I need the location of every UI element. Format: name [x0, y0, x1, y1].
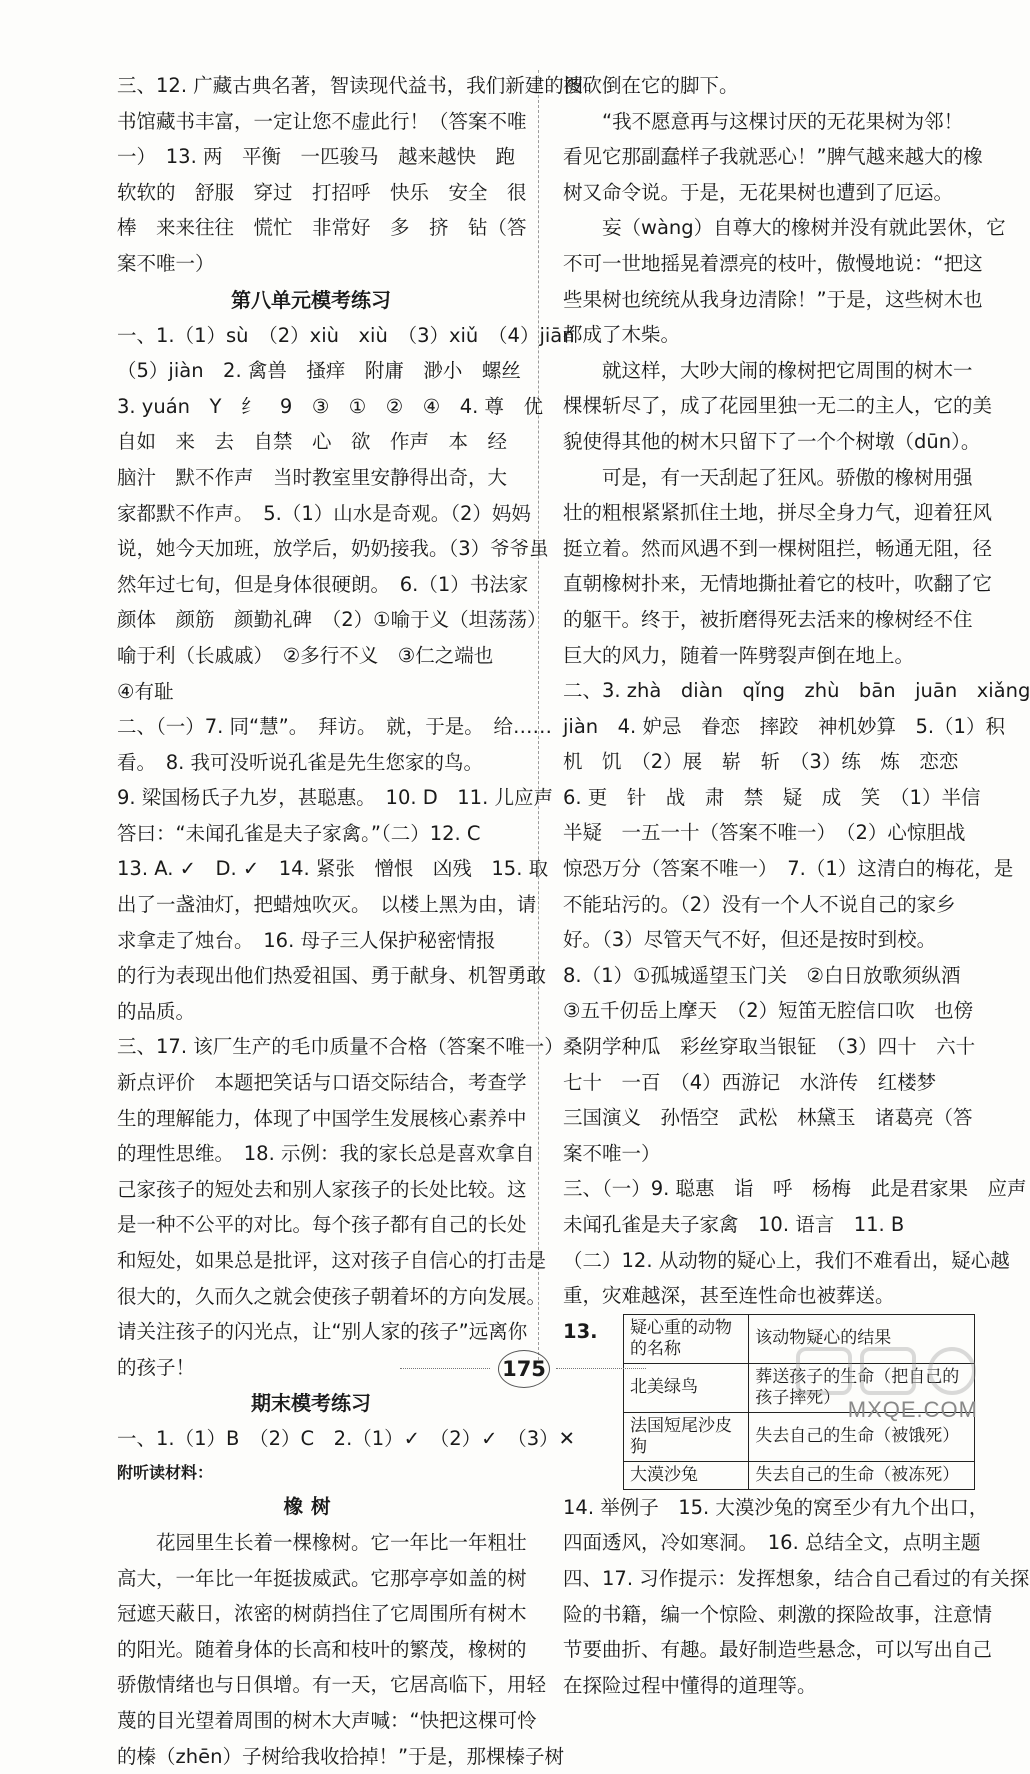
- answer-line: 生的理解能力，体现了中国学生发展核心素养中: [117, 1106, 527, 1130]
- answer-line: 直朝橡树扑来，无情地撕扯着它的枝叶，吹翻了它: [563, 572, 993, 596]
- table-cell: 北美绿鸟: [624, 1363, 749, 1412]
- answer-line: 案不唯一）: [563, 1141, 661, 1165]
- answer-line: 和短处，如果总是批评，这对孩子自信心的打击是: [117, 1249, 547, 1272]
- answer-line: 桑阴学种瓜 彩丝穿取当银钲 （3）四十 六十: [563, 1035, 976, 1059]
- answer-line: 貌使得其他的树木只留下了一个个树墩（dūn）。: [563, 429, 981, 453]
- answer-line: 未闻孔雀是夫子家禽 10. 语言 11. B: [563, 1213, 905, 1236]
- answer-line: 颜体 颜筋 颜勤礼碑 （2）①喻于义（坦荡荡）: [117, 608, 547, 632]
- story-text: [117, 1525, 565, 1774]
- answer-line: 新点评价 本题把笑话与口语交际结合，考查学: [117, 1071, 527, 1095]
- answer-line: 不可一世地摇晃着漂亮的枝叶，傲慢地说：“把这: [563, 251, 983, 275]
- answer-line: 三、17. 该厂生产的毛巾质量不合格（答案不唯一）: [117, 1035, 564, 1059]
- attached-listening-label: 附听读材料：: [117, 1462, 214, 1482]
- answer-line: 软软的 舒服 穿过 打招呼 快乐 安全 很: [117, 180, 527, 204]
- answer-line: 一、1.（1）sù （2）xiù xiù （3）xiǔ （4）jiān: [117, 323, 575, 347]
- answer-line: 巨大的风力，随着一阵劈裂声倒在地上。: [563, 643, 915, 667]
- answer-line: 看。 8. 我可没听说孔雀是先生您家的鸟。: [117, 750, 484, 774]
- answer-line: 三国演义 孙悟空 武松 林黛玉 诸葛亮（答: [563, 1106, 973, 1130]
- answer-line: 很大的，久而久之就会使孩子朝着坏的方向发展。: [117, 1284, 547, 1308]
- answer-line: 重，灾难越深，甚至连性命也被葬送。: [563, 1284, 895, 1308]
- table-row: [624, 1461, 975, 1489]
- answer-line: 节要曲折、有趣。最好制造些悬念，可以写出自己: [563, 1638, 993, 1662]
- answer-line: 脑汁 默不作声 当时教室里安静得出奇，大: [117, 465, 508, 489]
- story-line: 蔑的目光望着周围的树木大声喊：“快把这棵可怜: [117, 1708, 537, 1732]
- answer-line: 己家孩子的短处去和别人家孩子的长处比较。这: [117, 1177, 527, 1201]
- answer-line: 求拿走了烛台。 16. 母子三人保护秘密情报: [117, 928, 496, 952]
- answer-line: 险的书籍，编一个惊险、刺激的探险故事，注意情: [563, 1602, 993, 1626]
- answer-line: 些果树也统统从我身边清除！”于是，这些树木也: [563, 287, 983, 311]
- table-cell: 失去自己的生命（被冻死）: [749, 1461, 975, 1489]
- table-label: 13.: [563, 1319, 598, 1343]
- answer-line: 9. 梁国杨氏子九岁，甚聪惠。 10. D 11. 儿应声: [117, 786, 553, 810]
- answer-line: 惊恐万分（答案不唯一） 7.（1）这清白的梅花，是: [563, 857, 1014, 881]
- answer-line: 14. 举例子 15. 大漠沙兔的窝至少有九个出口，: [563, 1495, 989, 1519]
- answer-line: 三、12. 广藏古典名著，智读现代益书，我们新建的图: [117, 74, 584, 97]
- answer-line: （二）12. 从动物的疑心上，我们不难看出，疑心越: [563, 1248, 1010, 1272]
- page-number-rule-left: [400, 1368, 490, 1370]
- answer-line: 挺立着。然而风遇不到一棵树阻拦，畅通无阻，径: [563, 536, 993, 560]
- watermark-text: MXQE.COM: [847, 1397, 978, 1422]
- right-answers-top: [563, 68, 1030, 1314]
- answer-line: 四面透风，冷如寒洞。 16. 总结全文，点明主题: [563, 1531, 981, 1555]
- answer-line: 6. 更 针 战 肃 禁 疑 成 笑 （1）半信: [563, 785, 981, 809]
- answer-line: 答曰：“未闻孔雀是夫子家禽。”（二）12. C: [117, 821, 481, 845]
- story-line: 冠遮天蔽日，浓密的树荫挡住了它周围所有树木: [117, 1602, 527, 1626]
- answer-line: 的品质。: [117, 999, 196, 1023]
- answer-line: 8.（1）①孤城遥望玉门关 ②白日放歌须纵酒: [563, 963, 961, 987]
- answer-line: 一、1.（1）B （2）C 2.（1）✓ （2）✓ （3）✕: [117, 1427, 576, 1451]
- answer-line: 都成了木柴。: [563, 323, 681, 347]
- answer-line: 然年过七旬，但是身体很硬朗。 6.（1）书法家: [117, 572, 529, 596]
- right-answers-bottom: [563, 1490, 1030, 1704]
- answer-line: 半疑 一五一十（答案不唯一） （2）心惊胆战: [563, 821, 966, 845]
- answer-line: 自如 来 去 自禁 心 欲 作声 本 经: [117, 430, 508, 454]
- answer-line: 不能玷污的。（2）没有一个人不说自己的家乡: [563, 892, 956, 916]
- answer-line: 四、17. 习作提示：发挥想象，结合自己看过的有关探: [563, 1566, 1030, 1590]
- answer-line: 说，她今天加班，放学后，奶奶接我。（3）爷爷虽: [117, 537, 549, 561]
- answer-line: 被砍倒在它的脚下。: [563, 74, 739, 97]
- story-line: 的阳光。随着身体的长高和枝叶的繁茂，橡树的: [117, 1637, 527, 1661]
- story-title: 橡树: [283, 1494, 339, 1518]
- answer-line: 在探险过程中懂得的道理等。: [563, 1673, 817, 1697]
- answer-line: 出了一盏油灯，把蜡烛吹灭。 以楼上黑为由，请: [117, 893, 537, 917]
- answer-line: 棒 来来往往 慌忙 非常好 多 挤 钻（答: [117, 216, 527, 240]
- answer-line: 可是，有一天刮起了狂风。骄傲的橡树用强: [563, 465, 973, 489]
- story-line: 花园里生长着一棵橡树。它一年比一年粗壮: [117, 1530, 527, 1554]
- answer-line: 案不唯一）: [117, 251, 215, 275]
- table-header-cell: 该动物疑心的结果: [749, 1314, 975, 1363]
- story-line: 的榛（zhēn）子树给我收拾掉！”于是，那棵榛子树: [117, 1744, 565, 1768]
- table-cell: 法国短尾沙皮狗: [624, 1412, 749, 1461]
- story-line: 高大，一年比一年挺拔威武。它那亭亭如盖的树: [117, 1566, 527, 1590]
- answer-line: 妄（wàng）自尊大的橡树并没有就此罢休，它: [563, 216, 1006, 240]
- answer-line: 请关注孩子的闪光点，让“别人家的孩子”远离你: [117, 1320, 528, 1344]
- answers-section-3: [117, 68, 584, 282]
- answer-line: 壮的粗根紧紧抓住土地，拼尽全身力气，迎着狂风: [563, 501, 993, 525]
- answer-line: 的孩子！: [117, 1355, 196, 1379]
- table-cell: 大漠沙兔: [624, 1461, 749, 1489]
- answer-line: 书馆藏书丰富，一定让您不虚此行！（答案不唯: [117, 109, 527, 133]
- answer-line: 一） 13. 两 平衡 一匹骏马 越来越快 跑: [117, 145, 515, 169]
- answer-line: 的躯干。终于，被折磨得死去活来的橡树经不住: [563, 607, 973, 631]
- answer-line: 家都默不作声。 5.（1）山水是奇观。（2）妈妈: [117, 501, 531, 525]
- answer-line: ④有耻: [117, 679, 174, 703]
- answer-line: 的行为表现出他们热爱祖国、勇于献身、机智勇敢: [117, 964, 547, 988]
- final-exam-answers: [117, 1421, 576, 1457]
- answer-line: 三、（一）9. 聪惠 诣 呼 杨梅 此是君家果 应声: [563, 1177, 1027, 1201]
- answer-line: “我不愿意再与这棵讨厌的无花果树为邻！: [563, 109, 964, 133]
- right-column: [563, 68, 1030, 1703]
- answer-line: （5）jiàn 2. 禽兽 搔痒 附庸 渺小 螺丝: [117, 359, 521, 383]
- answer-line: 二、3. zhà diàn qǐng zhù bān juān xiǎng: [563, 679, 1030, 703]
- answer-line: 看见它那副蠢样子我就恶心！”脾气越来越大的橡: [563, 145, 983, 169]
- answer-line: ③五千仞岳上摩天 （2）短笛无腔信口吹 也傍: [563, 999, 974, 1023]
- final-exam-heading: 期末模考练习: [251, 1391, 371, 1416]
- answer-line: 喻于利（长戚戚） ②多行不义 ③仁之端也: [117, 643, 494, 667]
- table-cell: 失去自己的生命（被饿死）: [749, 1412, 975, 1461]
- answer-line: jiàn 4. 妒忌 眷恋 摔跤 神机妙算 5.（1）积: [563, 714, 1005, 738]
- answer-line: 二、（一）7. 同“慧”。 拜访。 就，于是。 给……: [117, 715, 553, 739]
- page-number: 175: [498, 1350, 550, 1388]
- answer-line: 树又命令说。于是，无花果树也遭到了厄运。: [563, 180, 954, 204]
- answer-line: 13. A. ✓ D. ✓ 14. 紧张 憎恨 凶残 15. 取: [117, 857, 549, 881]
- story-line: 骄傲情绪也与日俱增。有一天，它居高临下，用轻: [117, 1673, 547, 1697]
- answer-line: 好。（3）尽管天气不好，但还是按时到校。: [563, 928, 937, 952]
- page-number-rule-right: [556, 1368, 646, 1370]
- answer-line: 3. yuán Y 纟 9 ③ ① ② ④ 4. 尊 优: [117, 394, 544, 418]
- answer-line: 棵棵斩尽了，成了花园里独一无二的主人，它的美: [563, 394, 993, 418]
- table-cell: 葬送孩子的生命（把自己的孩子摔死）: [749, 1363, 975, 1412]
- answer-line: 的理性思维。 18. 示例：我的家长总是喜欢拿自: [117, 1142, 535, 1166]
- unit8-heading: 第八单元模考练习: [231, 287, 391, 312]
- answer-line: 就这样，大吵大闹的橡树把它周围的树木一: [563, 358, 973, 382]
- answer-line: 七十 一百 （4）西游记 水浒传 红楼梦: [563, 1070, 937, 1094]
- table-header-cell: 疑心重的动物的名称: [624, 1314, 749, 1363]
- answer-line: 是一种不公平的对比。每个孩子都有自己的长处: [117, 1213, 527, 1237]
- answer-line: 机 饥 （2）展 崭 斩 （3）练 炼 恋恋: [563, 750, 959, 774]
